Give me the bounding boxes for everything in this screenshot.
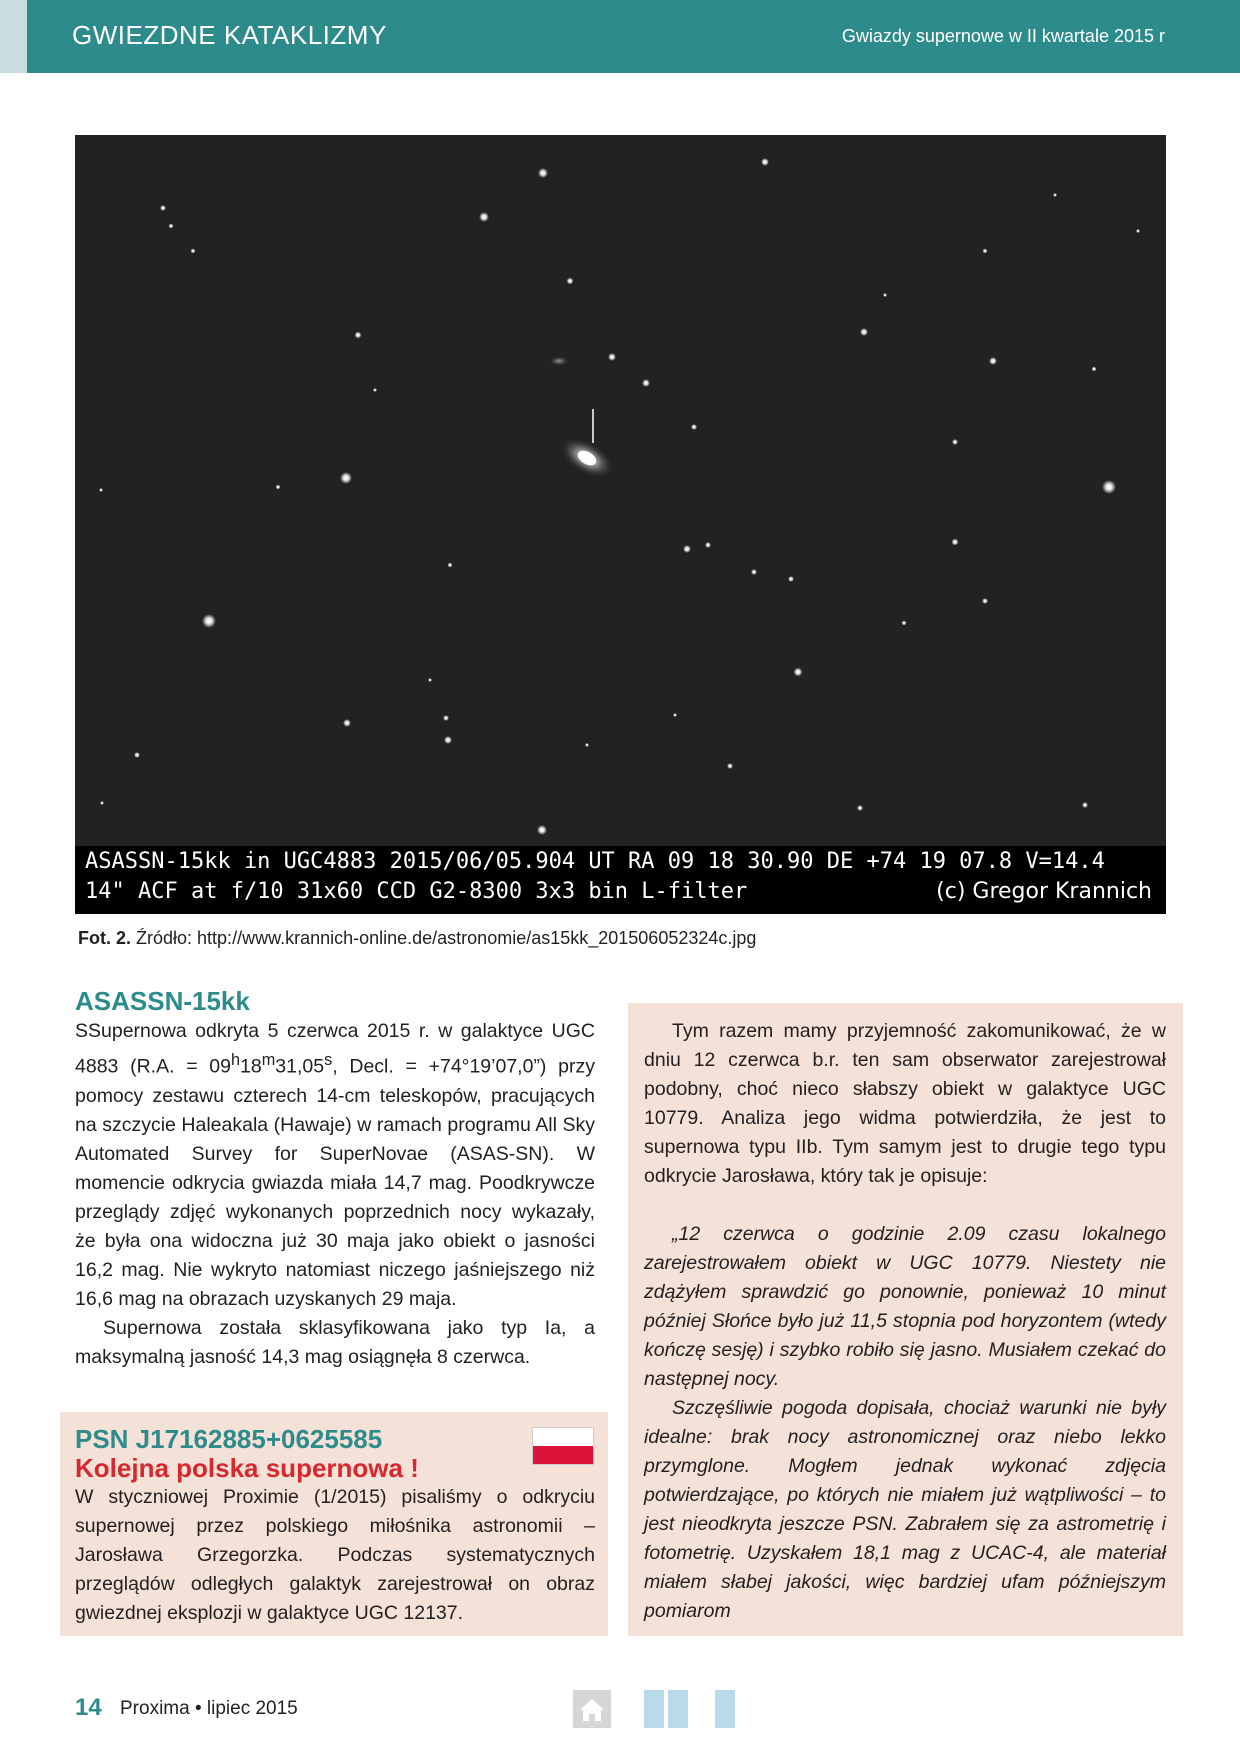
photo-caption-box xyxy=(75,846,1166,914)
right-quote1: „12 czerwca o godzinie 2.09 czasu lokalnego zarejestrowałem obiekt w UGC 10779. Niestety nie zdążyłem sprawdzić go ponownie, ponieważ 10 minut później Słońce było już 11,5 stopnia pod horyzontem (wtedy kończę sesję) i szybko robiło się jasno. Musiałem czekać do następnej nocy. xyxy=(644,1223,1166,1390)
right-paragraph1: Tym razem mamy przyjemność zakomunikować, że w dniu 12 czerwca b.r. ten sam obserwator zarejestrował podobny, choć nieco słabszy obiekt w galaktyce UGC 10779. Analiza jego widma potwierdziła, że jest to supernowa typu IIb. Tym samym jest to drugie tego typu odkrycie Jarosława, który tak je opisuje: xyxy=(644,1020,1166,1187)
article-title: Gwiazdy supernowe w II kwartale 2015 r xyxy=(841,26,1165,46)
article1-heading: ASASSN-15kk xyxy=(75,986,250,1016)
figure-source-link[interactable]: Źródło: http://www.krannich-online.de/astronomie/as15kk_201506052324c.jpg xyxy=(136,928,757,948)
page-number: 14 xyxy=(75,1694,102,1721)
section-title: GWIEZDNE KATAKLIZMY xyxy=(72,20,387,50)
header-left-strip xyxy=(0,0,27,73)
article2-heading: PSN J17162885+0625585 xyxy=(75,1424,383,1454)
home-icon[interactable] xyxy=(573,1690,611,1728)
figure-caption xyxy=(78,928,756,949)
article2-body: W styczniowej Proximie (1/2015) pisaliśmy o odkryciu supernowej przez polskiego miłośnika astronomii – Jarosława Grzegorzka. Podczas systematycznych przeglądów odległych galaktyk zarejestrował on obraz gwiezdnej eksplozji w galaktyce UGC 12137. xyxy=(75,1486,595,1624)
starfield-image xyxy=(75,135,1166,914)
photo-credit: (c) Gregor Krannich xyxy=(936,879,1152,904)
article1-paragraph2: Supernowa została sklasyfikowana jako typ Ia, a maksymalną jasność 14,3 mag osiągnęła 8 czerwca. xyxy=(75,1316,595,1368)
page-next-icon[interactable] xyxy=(715,1690,735,1728)
article2-subheading: Kolejna polska supernowa ! xyxy=(75,1453,419,1483)
supernova-photo xyxy=(75,135,1166,914)
article1-body xyxy=(75,1017,595,1372)
right-quote2: Szczęśliwie pogoda dopisała, chociaż warunki nie były idealne: brak nocy astronomicznej oraz niebo lekko przymglone. Mogłem jednak wykonać zdjęcia potwierdzające, po których nie miałem już wątpliwości – to jest nieodkryta jeszcze PSN. Zabrałem się za astrometrię i fotometrię. Uzyskałem 18,1 mag z UCAC-4, ale materiał miałem słabej jakości, więc bardziej ufam późniejszym pomiarom xyxy=(644,1397,1166,1622)
article1-paragraph1: SSupernowa odkryta 5 czerwca 2015 r. w galaktyce UGC 4883 (R.A. = $09^h18^m31,05^s$, Decl. = +74°19’07,0”) przy pomocy zestawu czterech 14-cm teleskopów, pracujących na szczycie Haleakala (Hawaje) w ramach programu All Sky Automated Survey for SuperNovae (ASAS-SN). W momencie odkrycia gwiazda miała 14,7 mag. Poodkrywcze przeglądy zdjęć wykonanych poprzednich nocy wykazały, że była ona widoczna już 30 maja jako obiekt o jasności 16,2 mag. Nie wykryto natomiast niczego jaśniejszego niż 16,6 mag na obrazach uzyskanych 29 maja. xyxy=(75,1020,595,1310)
page-prev-icon[interactable] xyxy=(644,1690,689,1728)
figure-label: Fot. 2. xyxy=(78,928,131,948)
photo-caption-line2: 14" ACF at f/10 31x60 CCD G2-8300 3x3 bin L-filter xyxy=(85,879,748,904)
publication-info: Proxima • lipiec 2015 xyxy=(120,1698,298,1719)
poland-flag-icon xyxy=(532,1427,594,1465)
right-column-body xyxy=(644,1017,1166,1626)
photo-caption-line1: ASASSN-15kk in UGC4883 2015/06/05.904 UT RA 09 18 30.90 DE +74 19 07.8 V=14.4 xyxy=(85,849,1105,874)
